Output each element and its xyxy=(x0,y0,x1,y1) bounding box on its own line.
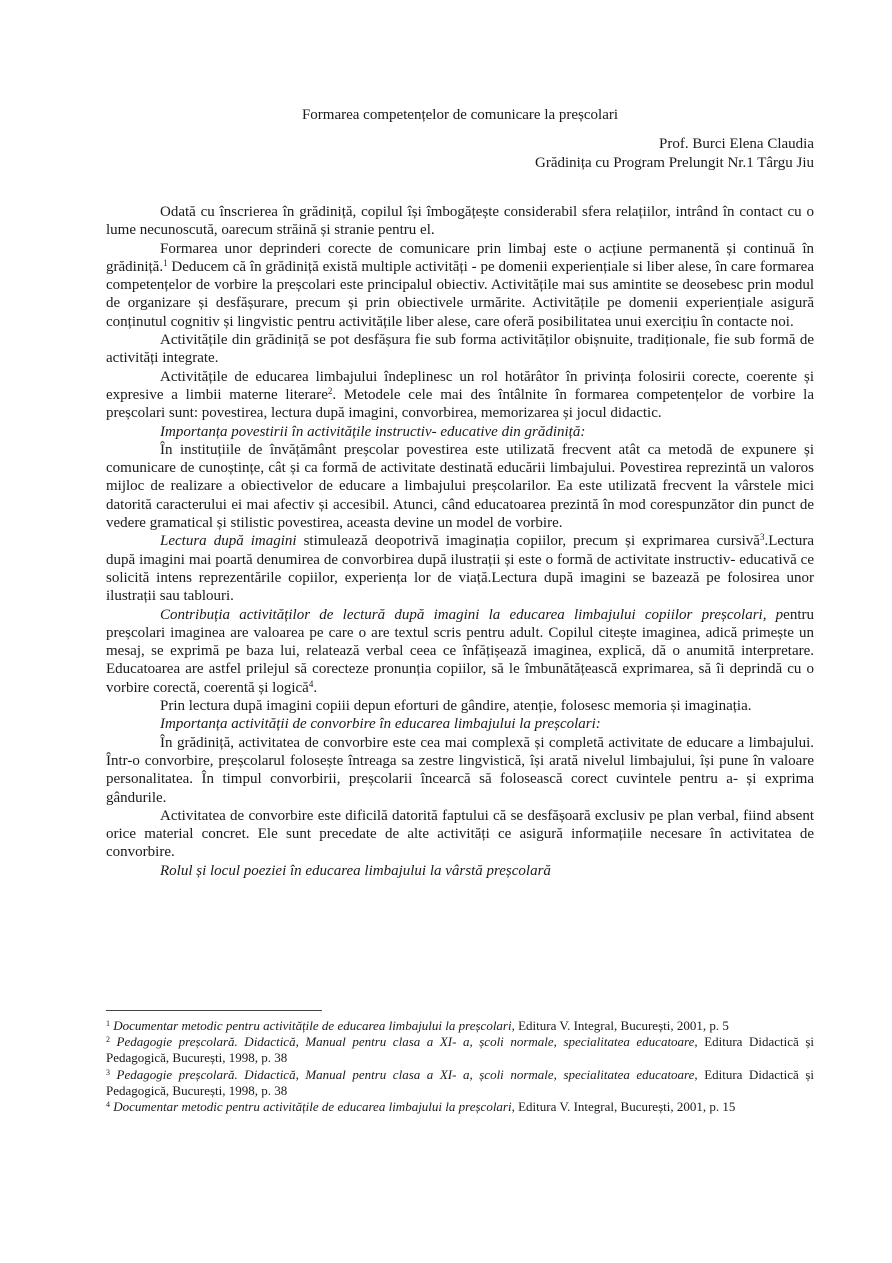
footnote: $^4$ Documentar metodic pentru activitățile de educarea limbajului la preșcolari, Editura V. Integral, București, 2001, p. 15 xyxy=(106,1099,736,1115)
document-title: Formarea competențelor de comunicare la preșcolari xyxy=(301,107,619,123)
footnote-ref: 2 xyxy=(327,385,333,396)
paragraph: Lectura după imagini stimulează deopotrivă imaginația copiilor, precum și exprimarea cursivă$^3$.Lectura după imagini mai poartă denumirea de convorbirea după ilustrații și este o formă de activitate instructiv- educativă ce solicită intens reprezentările copiilor, experiența lor de viață.Lectura după imagini se bazează pe folosirea unor ilustrații sau tablouri. xyxy=(106,532,815,605)
author-name: Prof. Burci Elena Claudia xyxy=(659,136,814,152)
document-body xyxy=(106,203,814,880)
paragraph: Odată cu înscrierea în grădiniță, copilul își îmbogățește considerabil sfera relațiilor, intrând în contact cu o lume necunoscută, oarecum străină și stranie pentru el. xyxy=(106,204,814,239)
footnote-ref: 3 xyxy=(759,532,765,543)
section-heading: Rolul și locul poeziei în educarea limbajului la vârstă preșcolară xyxy=(160,862,551,879)
paragraph: Contribuția activităților de lectură după imagini la educarea limbajului copiilor preșcolari, pentru preșcolari imaginea are valoarea pe care o are textul scris pentru adult. Copilul citește imaginea, adică primește un mesaj, se exprimă pe baza lui, relatează verbal ceea ce înfățișează imaginea, explică, dă o anumită interpretare. Educatoarea are astfel prilejul să corecteze pronunția copiilor, să le îmbunătățească exprimarea, să îi deprindă cu o vorbire corectă, coerentă și logică$^4$. xyxy=(106,606,814,696)
section-heading: Importanța povestirii în activitățile instructiv- educative din grădiniță: xyxy=(160,423,586,440)
section-heading: Importanța activității de convorbire în educarea limbajului la preșcolari: xyxy=(160,716,601,733)
footnotes xyxy=(106,1018,814,1115)
italic-lead: Lectura după imagini xyxy=(160,533,297,550)
paragraph: Activitățile de educarea limbajului îndeplinesc un rol hotărâtor în privința folosirii corecte, coerente și expresive a limbii materne literare$^2$. Metodele cele mai des întâlnite în formarea competențelor de vorbire la preșcolari sunt: povestirea, lectura după imagini, convorbirea, memorizarea și jocul didactic. xyxy=(106,368,814,422)
footnote: $^2$ Pedagogie preșcolară. Didactică, Manual pentru clasa a XI- a, școli normale, specialitatea educatoare, Editura Didactică și Pedagogică, București, 1998, p. 38 xyxy=(106,1034,814,1066)
footnote: $^1$ Documentar metodic pentru activitățile de educarea limbajului la preșcolari, Editura V. Integral, București, 2001, p. 5 xyxy=(106,1018,729,1033)
footnote: $^3$ Pedagogie preșcolară. Didactică, Manual pentru clasa a XI- a, școli normale, specialitatea educatoare, Editura Didactică și Pedagogică, București, 1998, p. 38 xyxy=(106,1066,814,1098)
paragraph: Activitățile din grădiniță se pot desfășura fie sub forma activităților obișnuite, tradiționale, fie sub formă de activități integrate. xyxy=(106,332,814,367)
paragraph: Formarea unor deprinderi corecte de comunicare prin limbaj este o acțiune permanentă și continuă în grădiniță.$^1$ Deducem că în grădiniță există multiple activități - pe domenii experiențiale si liber alese, în care formarea competențelor de vorbire la preșcolari este principalul obiectiv. Activitățile mai sus amintite se deosebesc prin modul de organizare și desfășurare, precum și prin obiectivele urmărite. Activitățile pe domenii experiențiale asigură conținutul cognitiv și lingvistic pentru activitățile liber alese, care oferă posibilitatea unui exercițiu în contacte noi. xyxy=(106,240,814,330)
italic-lead: Contribuția activităților de lectură după imagini la educarea limbajului copiilor preșcolari, p xyxy=(160,606,784,623)
paragraph: În grădiniță, activitatea de convorbire este cea mai complexă și completă activitate de educare a limbajului. Într-o convorbire, preșcolarul folosește întreaga sa zestre lingvistică, își arată nivelul limbajului, își pune în valoare personalitatea. În timpul convorbirii, preșcolarii încearcă să folosească corect cuvintele pentru a- și exprima gândurile. xyxy=(106,734,814,806)
paragraph: Prin lectura după imagini copiii depun eforturi de gândire, atenție, folosesc memoria și imaginația. xyxy=(160,698,752,715)
footnote-ref: 1 xyxy=(163,257,168,268)
author-institution: Grădinița cu Program Prelungit Nr.1 Târgu Jiu xyxy=(535,155,814,171)
footnote-separator xyxy=(106,1010,322,1011)
paragraph: Activitatea de convorbire este dificilă datorită faptului că se desfășoară exclusiv pe plan verbal, fiind absent orice material concret. Ele sunt precedate de alte activități ce asigură informațiile necesare în activitatea de convorbire. xyxy=(106,807,814,861)
footnote-ref: 4 xyxy=(308,678,314,689)
paragraph: În instituțiile de învățământ preșcolar povestirea este utilizată frecvent atât ca metodă de expunere și comunicare de cunoștințe, cât și ca formă de activitate destinată educării limbajului. Povestirea reprezintă un valoros mijloc de realizare a obiectivelor de educare a limbajului preșcolarilor. Ea este utilizată frecvent la vârstele mici datorită caracterului ei mai afectiv și accesibil. Atunci, când educatoarea prezintă în mod corespunzător din punct de vedere gramatical și stilistic povestirea, aceasta devine un model de vorbire. xyxy=(106,441,814,532)
